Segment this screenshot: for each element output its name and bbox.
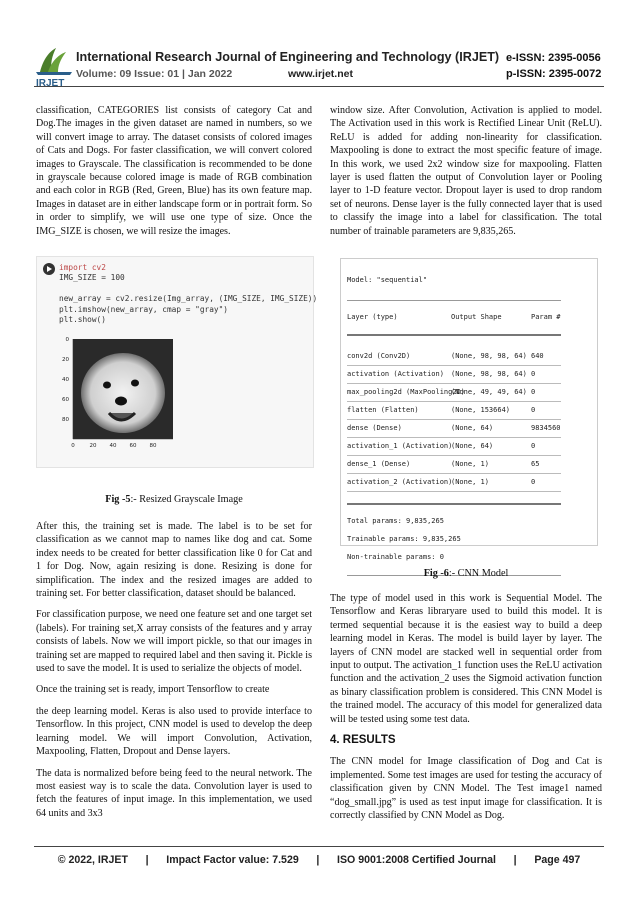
- layer-name: activation_2 (Activation): [347, 478, 453, 486]
- summary-row: [347, 474, 561, 492]
- figure-6-caption: [330, 568, 602, 579]
- code-cell: [59, 263, 317, 325]
- right-column: [330, 104, 602, 246]
- irjet-logo-icon: [34, 46, 74, 88]
- header-rule: [34, 86, 604, 87]
- x-tick-label: 20: [89, 443, 97, 449]
- section-heading: 4. RESULTS: [330, 734, 396, 747]
- journal-website-link[interactable]: www.irjet.net: [288, 68, 353, 80]
- param-count: 640: [531, 352, 544, 360]
- summary-row: [347, 402, 561, 420]
- caption-text: :- Resized Grayscale Image: [130, 494, 243, 505]
- param-count: 0: [531, 442, 536, 450]
- layer-name: activation (Activation): [347, 370, 444, 378]
- svg-text:IRJET: IRJET: [36, 78, 65, 89]
- output-shape: (None, 98, 98, 64): [451, 352, 527, 360]
- code-line: new_array = cv2.resize(Img_array, (IMG_SIZE, IMG_SIZE)): [59, 294, 318, 304]
- code-line: plt.imshow(new_array, cmap = "gray"): [59, 304, 228, 314]
- impact-factor: Impact Factor value: 7.529: [166, 854, 299, 866]
- paragraph: After this, the training set is made. The label is to be set for classification as we cannot map to names like dog and cat. Some index needs to be created for better classification like 0 for Cat and 1 for Dog. Now, again resizing is done. Resizing is done for simplification. The index and the resized images are added to training set. For better classification, dataset should be balanced.: [36, 521, 312, 600]
- y-tick-label: 40: [62, 377, 69, 383]
- left-column: [36, 104, 312, 246]
- param-count: 0: [531, 370, 536, 378]
- col-head-shape: Output Shape: [451, 313, 502, 321]
- page-footer: © 2022, IRJET | Impact Factor value: 7.529 | ISO 9001:2008 Certified Journal | Page 497: [57, 854, 581, 866]
- summary-row: [347, 420, 561, 438]
- param-count: 65: [531, 460, 540, 468]
- paragraph: classification, CATEGORIES list consists of category Cat and Dog.The images in the given dataset are named in numbers, so we will convert image to array. The dataset consists of colored images of Cats and Dogs. For faster classification, we will convert colored images to Grayscale. The classification is recommended to be done in grayscale because colored image is made of RGB combination and each color in RGB (Red, Green, Blue) has its own feature map. Images in dataset are in either landscape form or in portrait form. So in order to simplify, we will use one type of size. Once the IMG_SIZE is chosen, we will resize the images.: [36, 105, 312, 237]
- summary-row: [347, 384, 561, 402]
- code-line: import cv2: [59, 263, 106, 272]
- figure-5-notebook: [36, 256, 318, 468]
- summary-row: [347, 438, 561, 456]
- output-shape: (None, 153664): [451, 406, 511, 414]
- x-tick-label: 40: [109, 443, 117, 449]
- caption-text: :- CNN Model: [448, 568, 509, 579]
- col-head-layer: Layer (type): [347, 313, 398, 321]
- output-shape: (None, 64): [451, 442, 494, 450]
- paragraph: window size. After Convolution, Activation is applied to model. The Activation used in this work is Rectified Linear Unit (ReLU). ReLU is added for adding non-linearity for classification. Maxpooling is done to extract the most specific feature of image. In this work, we used 2x2 window size for maxpooling. Flatten layer is used flatten the output of Convolution layer or Pooling layer to 1-D feature vector. Dropout layer is used to drop random set of neurons. Dense layer is the fully connected layer that is used to classify the image into a label for classification. The total number of trainable parameters are 9,835,265.: [330, 105, 602, 237]
- y-tick-label: 60: [62, 397, 69, 403]
- paragraph: For classification purpose, we need one feature set and one target set (labels). For training set,X array consists of the features and y array consists of labels. Now we will import pickle, so that our images in training set are mapped to required label and then saving it. Pickle is used to save the model. It is used to serialize the objects of model.: [36, 609, 313, 675]
- model-name: Model: "sequential": [347, 276, 428, 284]
- dog-eye: [103, 382, 111, 389]
- layer-name: dense_1 (Dense): [347, 460, 411, 468]
- x-tick-label: 0: [71, 443, 75, 449]
- paragraph: The type of model used in this work is Sequential Model. The Tensorflow and Keras libraryare used to build this model. It is termed sequential because it is the easiest way to build a deep learning model in Keras. The model is build layer by layer. The layers of CNN model are stacked well in sequential order from input to output. The activation_1 function uses the ReLU activation function and the activation_2 uses the Sigmoid activation function as binary classification problem is considered. This CNN Model is the trained model. The accuracy of this model for generalized data will be tested using some test data.: [330, 593, 602, 725]
- output-shape: (None, 1): [451, 460, 489, 468]
- right-column-lower: [330, 592, 602, 831]
- grayscale-dog-plot: [55, 337, 185, 465]
- volume-issue: Volume: 09 Issue: 01 | Jan 2022: [76, 68, 233, 80]
- code-line: plt.show(): [59, 315, 106, 325]
- dog-eye: [131, 380, 139, 387]
- paragraph: The data is normalized before being feed to the neural network. The most easiest way is to scale the data. Convolution layer is used to fetch the features of input image. In this implementation, we used 64 units and 3x3: [36, 767, 312, 819]
- model-summary-text: [347, 267, 561, 594]
- y-tick-label: 80: [62, 417, 69, 423]
- x-tick-label: 60: [129, 443, 137, 449]
- paragraph: the deep learning model. Keras is also used to provide interface to Tensorflow. In this project, CNN model is used to develop the deep learning model. We will import Convolution, Activation, Maxpooling, Flatten, Dropout and Dense layers.: [36, 705, 312, 758]
- copyright: © 2022, IRJET: [57, 854, 128, 866]
- output-shape: (None, 98, 98, 64): [451, 370, 527, 378]
- iso-cert: ISO 9001:2008 Certified Journal: [337, 854, 497, 866]
- page-number: Page 497: [534, 854, 581, 866]
- param-count: 9834560: [531, 424, 561, 432]
- output-shape: (None, 49, 49, 64): [451, 388, 527, 396]
- y-tick-label: 0: [65, 337, 69, 343]
- layer-name: activation_1 (Activation): [347, 442, 453, 450]
- summary-row: [347, 348, 561, 366]
- journal-header: [0, 0, 638, 88]
- run-cell-icon[interactable]: [43, 263, 55, 275]
- output-shape: (None, 1): [451, 478, 489, 486]
- output-shape: (None, 64): [451, 424, 494, 432]
- paragraph: The CNN model for Image classification of Dog and Cat is implemented. Some test images are used for testing the accuracy of classification given by CNN Model. The Test image1 named “dog_small.jpg” is used as test input image for classification. It is correctly classified by CNN Model as Dog.: [330, 756, 602, 822]
- dog-nose: [115, 397, 127, 406]
- layer-name: dense (Dense): [347, 424, 402, 432]
- code-line: IMG_SIZE = 100: [59, 273, 125, 283]
- paragraph: Once the training set is ready, import Tensorflow to create: [36, 684, 270, 696]
- x-tick-label: 80: [149, 443, 157, 449]
- summary-row: [347, 456, 561, 474]
- layer-name: flatten (Flatten): [347, 406, 419, 414]
- caption-label: Fig -5: [105, 494, 131, 505]
- col-head-param: Param #: [531, 313, 561, 321]
- param-count: 0: [531, 388, 536, 396]
- y-tick-label: 20: [62, 357, 69, 363]
- layer-name: max_pooling2d (MaxPooling2D): [347, 388, 466, 396]
- e-issn: e-ISSN: 2395-0056: [506, 52, 601, 64]
- journal-title: International Research Journal of Engineering and Technology (IRJET): [76, 50, 500, 64]
- summary-row: [347, 366, 561, 384]
- non-trainable-params: Non-trainable params: 0: [347, 553, 444, 561]
- param-count: 0: [531, 406, 536, 414]
- layer-name: conv2d (Conv2D): [347, 352, 411, 360]
- figure-6-model-summary: [340, 258, 598, 561]
- param-count: 0: [531, 478, 536, 486]
- p-issn: p-ISSN: 2395-0072: [506, 68, 602, 80]
- trainable-params: Trainable params: 9,835,265: [347, 535, 461, 543]
- total-params: Total params: 9,835,265: [347, 517, 444, 525]
- footer-rule: [34, 846, 604, 847]
- figure-5-caption: [36, 494, 312, 505]
- left-column-lower: [36, 520, 312, 828]
- caption-label: Fig -6: [423, 568, 449, 579]
